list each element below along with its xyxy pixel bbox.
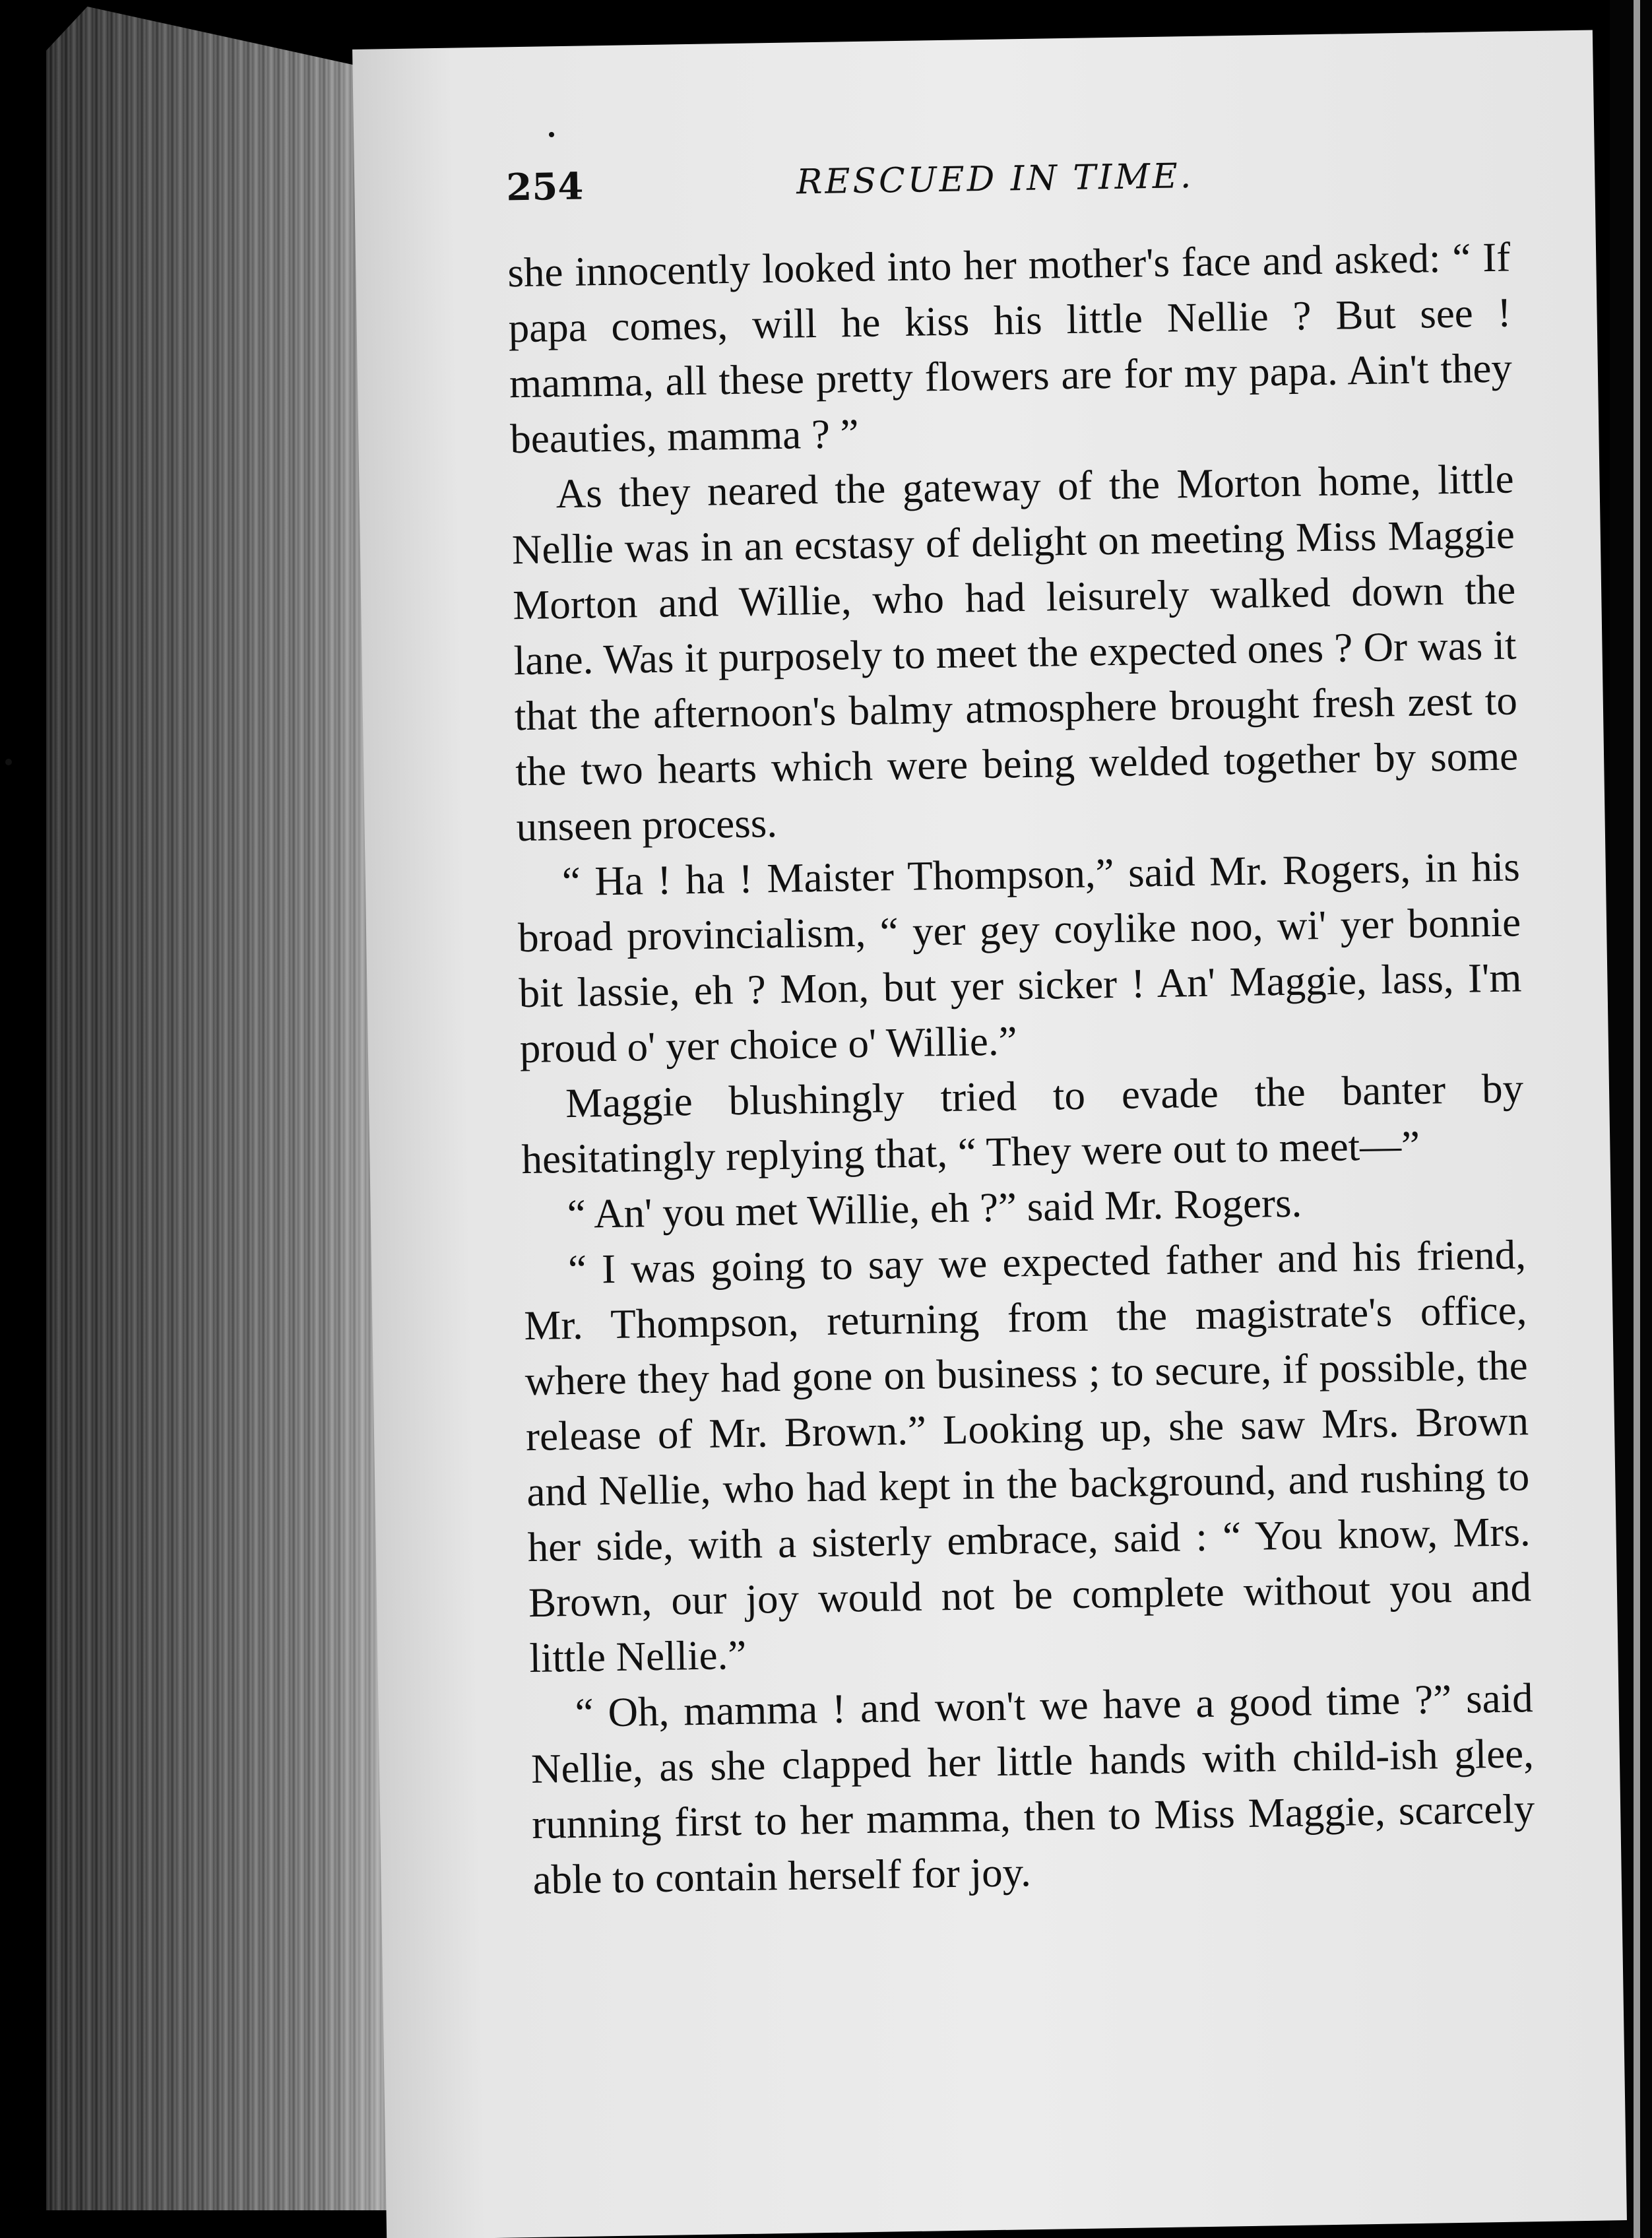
- paragraph: Maggie blushingly tried to evade the banter by hesitatingly replying that, “ They were out to meet—”: [521, 1065, 1524, 1183]
- body-text: [507, 229, 1536, 1907]
- printed-page: [352, 30, 1627, 2238]
- paragraph: “ Ha ! ha ! Maister Thompson,” said Mr. Rogers, in his broad provincialism, “ yer gey coylike noo, wi' yer bonnie bit lassie, eh ? Mon, but yer sicker ! An' Maggie, lass, I'm proud o' yer choice o' Willie.”: [517, 843, 1522, 1072]
- running-head: RESCUED IN TIME.: [796, 156, 1194, 203]
- paragraph: “ Oh, mamma ! and won't we have a good time ?” said Nellie, as she clapped her little hands with child-ish glee, running first to her mamma, then to Miss Maggie, scarcely able to contain herself for joy.: [530, 1675, 1535, 1903]
- scan-speck: [549, 132, 554, 137]
- paragraph: she innocently looked into her mother's face and asked: “ If papa comes, will he kiss his little Nellie ? But see ! mamma, all these pretty flowers are for my papa. Ain't they beauties, mamma ? ”: [507, 234, 1513, 463]
- book-page-edges: [46, 7, 389, 2210]
- paragraph: As they neared the gateway of the Morton home, little Nellie was in an ecstasy of delight on meeting Miss Maggie Morton and Willie, who had leisurely walked down the lane. Was it purposely to meet the expected ones ? Or was it that the afternoon's balmy atmosphere brought fresh zest to the two hearts which were being welded together by some unseen process.: [511, 455, 1519, 850]
- page-header: [506, 152, 1364, 225]
- paragraph: “ An' you met Willie, eh ?” said Mr. Rogers.: [567, 1179, 1302, 1238]
- scan-speck: [5, 759, 12, 765]
- facing-page-sliver: [1634, 0, 1640, 2238]
- paragraph: “ I was going to say we expected father and his friend, Mr. Thompson, returning from the magistrate's office, where they had gone on business ; to secure, if possible, the release of Mr. Brown.” Looking up, she saw Mrs. Brown and Nellie, who had kept in the background, and rushing to her side, with a sisterly embrace, said : “ You know, Mrs. Brown, our joy would not be complete without you and little Nellie.”: [523, 1231, 1532, 1682]
- page-number: 254: [505, 164, 584, 210]
